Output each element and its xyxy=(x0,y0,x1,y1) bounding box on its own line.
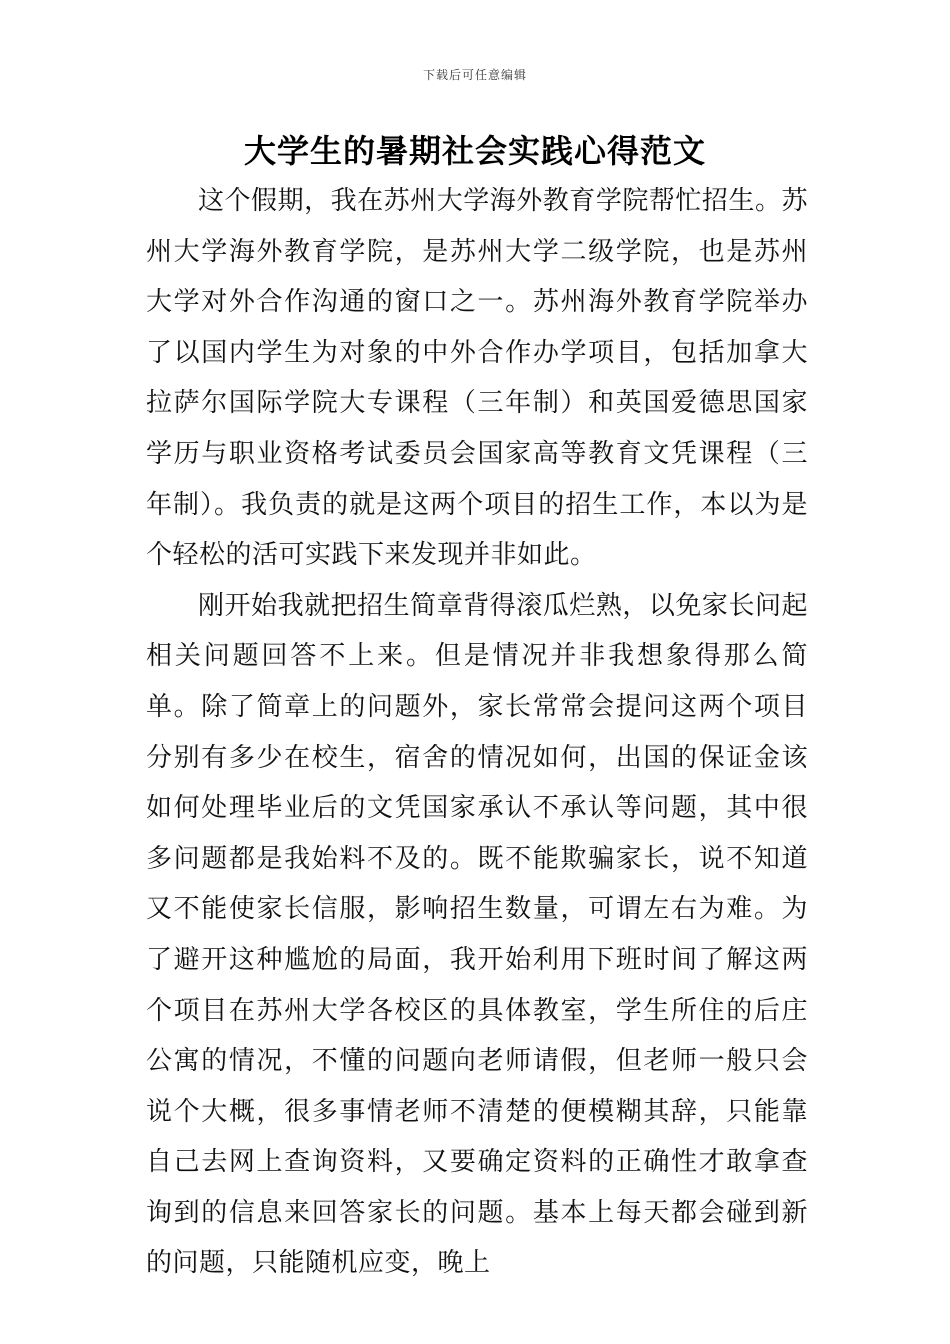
paragraph-1: 这个假期，我在苏州大学海外教育学院帮忙招生。苏州大学海外教育学院，是苏州大学二级学院，也是苏州大学对外合作沟通的窗口之一。苏州海外教育学院举办了以国内学生为对象的中外合作办学项目，包括加拿大拉萨尔国际学院大专课程（三年制）和英国爱德思国家学历与职业资格考试委员会国家高等教育文凭课程（三年制）。我负责的就是这两个项目的招生工作，本以为是个轻松的活可实践下来发现并非如此。 xyxy=(146,186,808,571)
header-note: 下载后可任意编辑 xyxy=(422,68,527,82)
paragraph-2: 刚开始我就把招生简章背得滚瓜烂熟，以免家长问起相关问题回答不上来。但是情况并非我想象得那么简单。除了简章上的问题外，家长常常会提问这两个项目分别有多少在校生，宿舍的情况如何，出国的保证金该如何处理毕业后的文凭国家承认不承认等问题，其中很多问题都是我始料不及的。既不能欺骗家长，说不知道又不能使家长信服，影响招生数量，可谓左右为难。为了避开这种尴尬的局面，我开始利用下班时间了解这两个项目在苏州大学各校区的具体教室，学生所住的后庄公寓的情况，不懂的问题向老师请假，但老师一般只会说个大概，很多事情老师不清楚的便模糊其辞，只能靠自己去网上查询资料，又要确定资料的正确性才敢拿查询到的信息来回答家长的问题。基本上每天都会碰到新的问题，只能随机应变，晚上 xyxy=(146,590,808,1279)
document-body xyxy=(146,176,808,1289)
document-title: 大学生的暑期社会实践心得范文 xyxy=(243,132,706,170)
